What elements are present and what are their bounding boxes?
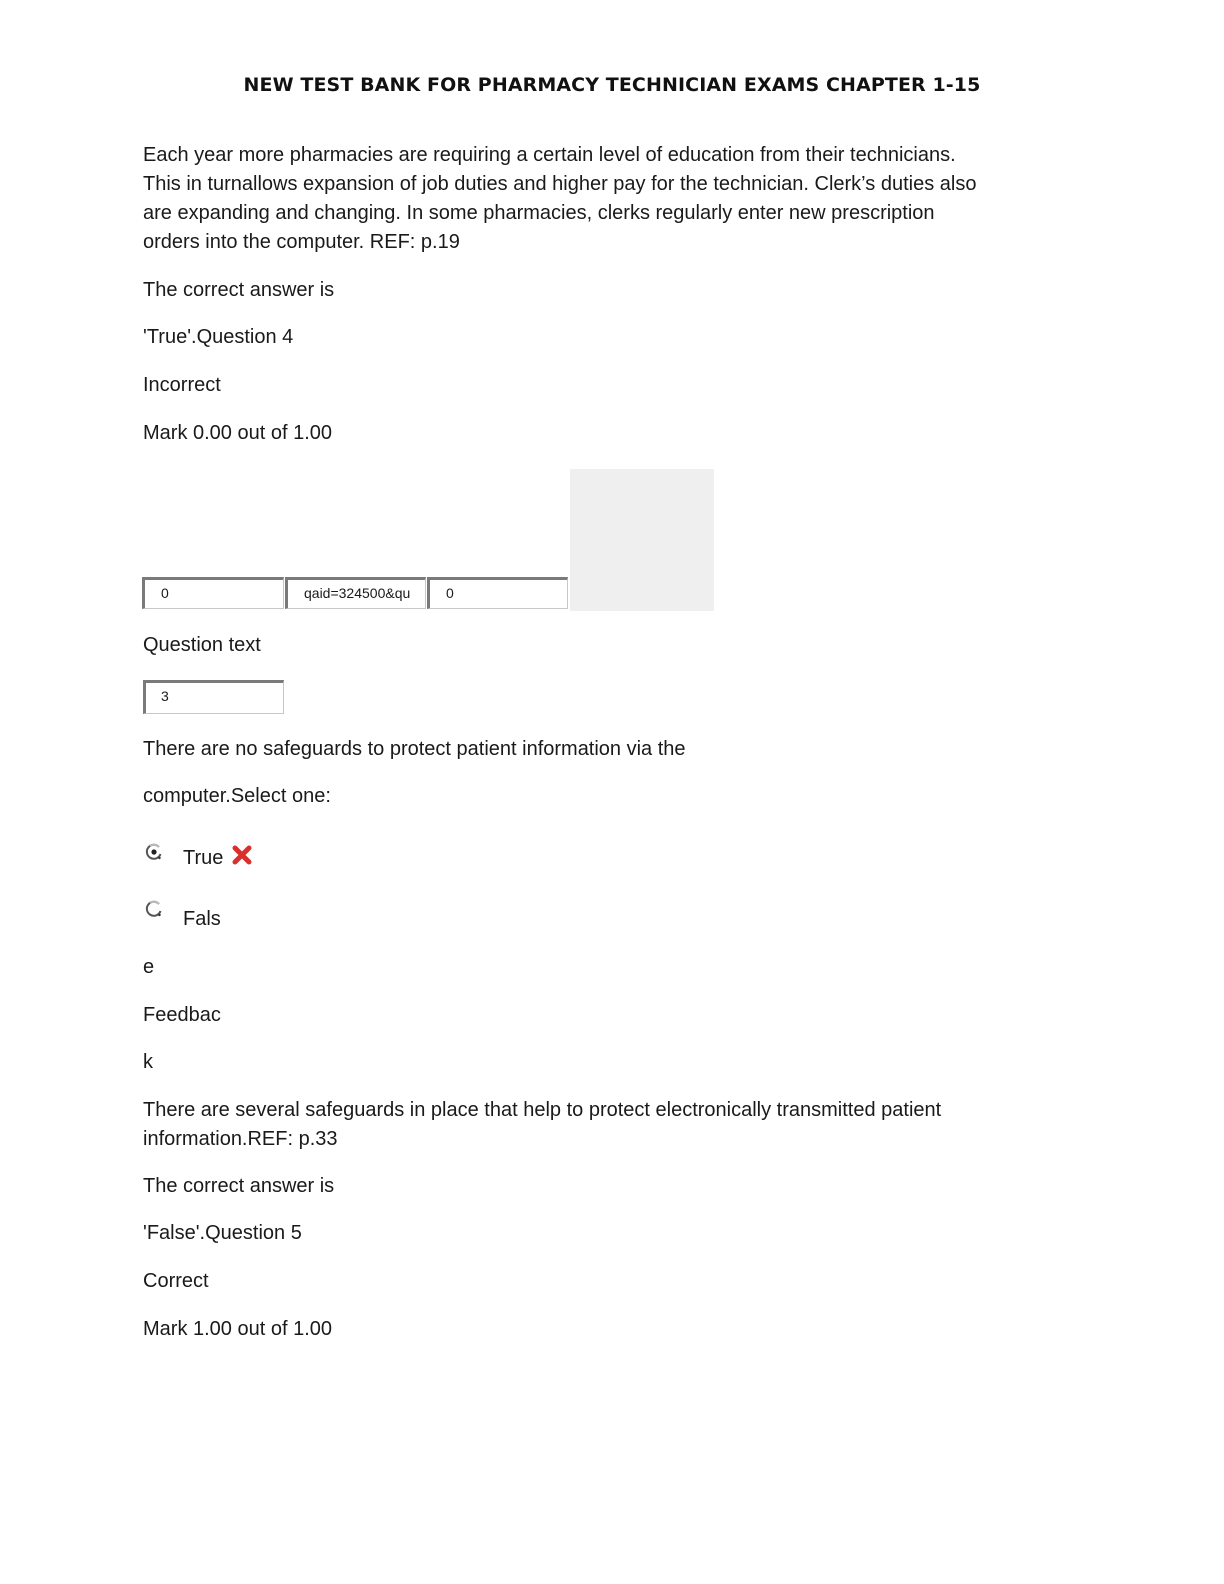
sequence-field[interactable]: 3 — [143, 680, 284, 714]
question-status: Correct — [143, 1270, 209, 1292]
intro-line: Each year more pharmacies are requiring a certain level of education from their technicians. — [143, 144, 956, 166]
correct-answer-label: The correct answer is — [143, 1175, 335, 1197]
feedback-label-wrap: k — [143, 1051, 153, 1073]
question-mark: Mark 1.00 out of 1.00 — [143, 1318, 333, 1340]
hidden-field-1[interactable]: 0 — [142, 577, 284, 609]
option-false-wrap: e — [143, 956, 155, 978]
feedback-line: information.REF: p.33 — [143, 1128, 338, 1150]
question-status: Incorrect — [143, 374, 221, 396]
intro-line: are expanding and changing. In some pharmacies, clerks regularly enter new prescription — [143, 202, 935, 224]
document-title: NEW TEST BANK FOR PHARMACY TECHNICIAN EXAMS CHAPTER 1-15 — [243, 74, 981, 96]
question-mark: Mark 0.00 out of 1.00 — [143, 422, 333, 444]
radio-selected-icon[interactable] — [145, 843, 163, 861]
hidden-field-2[interactable]: qaid=324500&qu — [285, 577, 426, 609]
hidden-field-3[interactable]: 0 — [427, 577, 568, 609]
question-line: computer.Select one: — [143, 785, 331, 807]
intro-line: This in turnallows expansion of job duties and higher pay for the technician. Clerk’s duties also — [143, 173, 977, 195]
option-false-label[interactable]: Fals — [183, 908, 221, 930]
correct-answer-value: 'True'.Question 4 — [143, 326, 294, 348]
intro-paragraph — [143, 141, 1073, 257]
question-text-label: Question text — [143, 634, 261, 656]
option-true-label[interactable]: True — [183, 847, 224, 869]
feedback-line: There are several safeguards in place that help to protect electronically transmitted patient — [143, 1099, 942, 1121]
feedback-label: Feedbac — [143, 1004, 221, 1026]
question-line: There are no safeguards to protect patient information via the — [143, 738, 686, 760]
feedback-paragraph — [143, 1096, 1073, 1154]
correct-answer-value: 'False'.Question 5 — [143, 1222, 302, 1244]
intro-line: orders into the computer. REF: p.19 — [143, 231, 460, 253]
x-mark-icon — [231, 845, 253, 865]
radio-unselected-icon[interactable] — [145, 900, 163, 918]
correct-answer-label: The correct answer is — [143, 279, 335, 301]
flag-placeholder-box — [570, 469, 714, 611]
